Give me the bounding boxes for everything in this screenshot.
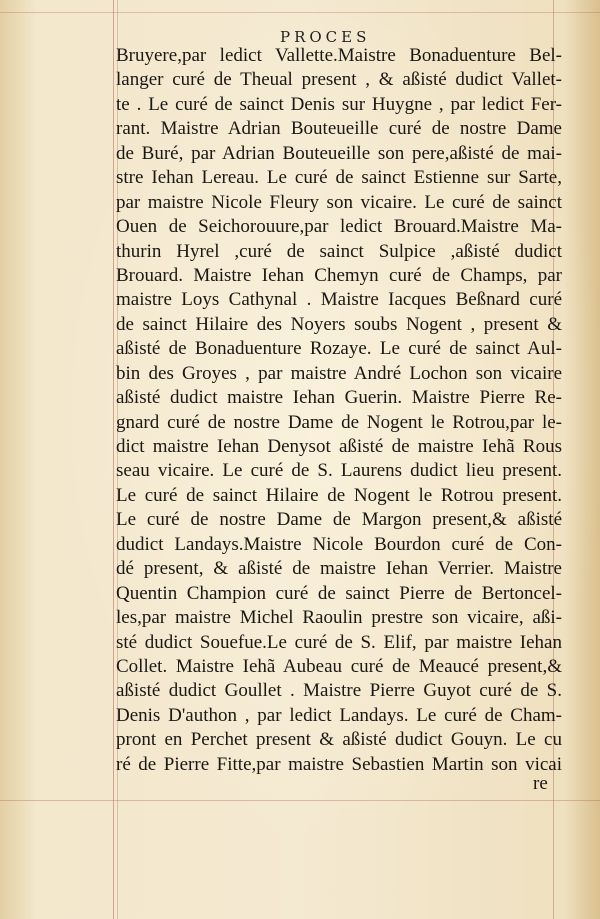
margin-rule-top — [0, 12, 600, 13]
text-line: Denis D'authon , par ledict Landays. Le curé de Cham- — [116, 704, 562, 726]
text-line: Bruyere,par ledict Vallette.Maistre Bonaduenture Bel- — [116, 45, 562, 66]
text-line: Brouard. Maistre Iehan Chemyn curé de Champs, par — [116, 264, 562, 286]
text-line: te . Le curé de sainct Denis sur Huygne , par ledict Fer- — [116, 93, 562, 115]
text-line: langer curé de Theual present , & aßisté dudict Vallet- — [116, 69, 562, 91]
text-line: de sainct Hilaire des Noyers soubs Nogent , present & — [116, 313, 562, 335]
text-line: thurin Hyrel ,curé de sainct Sulpice ,aßisté dudict — [116, 240, 562, 262]
text-line: dict maistre Iehan Denysot aßisté de maistre Iehã Rous — [116, 436, 562, 457]
text-line: pront en Perchet present & aßisté dudict Gouyn. Le cu — [116, 729, 562, 751]
text-line: Ouen de Seichorouure,par ledict Brouard.Maistre Ma- — [116, 216, 562, 238]
margin-rule-left — [113, 0, 114, 919]
text-line: Collet. Maistre Iehã Aubeau curé de Meaucé present,& — [116, 655, 562, 677]
text-line: par maistre Nicole Fleury son vicaire. Le curé de sainct — [116, 191, 562, 213]
text-line: dé present, & aßisté de maistre Iehan Verrier. Maistre — [116, 558, 562, 580]
text-line: rant. Maistre Adrian Bouteueille curé de nostre Dame — [116, 118, 562, 140]
text-line: Quentin Champion curé de sainct Pierre de Bertoncel- — [116, 582, 562, 604]
text-line: de Buré, par Adrian Bouteueille son pere,aßisté de mai- — [116, 142, 562, 164]
text-line: aßisté dudict maistre Iehan Guerin. Maistre Pierre Re- — [116, 387, 562, 409]
text-line: dudict Landays.Maistre Nicole Bourdon curé de Con- — [116, 533, 562, 555]
running-head: PROCES — [280, 28, 371, 46]
text-line: stre Iehan Lereau. Le curé de sainct Estienne sur Sarte, — [116, 167, 562, 189]
text-line: ré de Pierre Fitte,par maistre Sebastien Martin son vicai — [116, 753, 562, 775]
text-line: maistre Loys Cathynal . Maistre Iacques Beßnard curé — [116, 289, 562, 311]
text-line: sté dudict Souefue.Le curé de S. Elif, par maistre Iehan — [116, 631, 562, 653]
catchword: re — [533, 773, 548, 794]
text-line: Le curé de sainct Hilaire de Nogent le Rotrou present. — [116, 484, 562, 506]
text-line: Le curé de nostre Dame de Margon present,& aßisté — [116, 509, 562, 531]
margin-rule-bottom — [0, 800, 600, 801]
body-text — [116, 44, 562, 777]
text-line: gnard curé de nostre Dame de Nogent le Rotrou,par le- — [116, 411, 562, 433]
text-line: les,par maistre Michel Raoulin prestre son vicaire, aßi- — [116, 607, 562, 629]
text-line: seau vicaire. Le curé de S. Laurens dudict lieu present. — [116, 460, 562, 482]
text-line: bin des Groyes , par maistre André Lochon son vicaire — [116, 362, 562, 384]
text-line: aßisté de Bonaduenture Rozaye. Le curé de sainct Aul- — [116, 338, 562, 360]
text-line: aßisté dudict Goullet . Maistre Pierre Guyot curé de S. — [116, 680, 562, 702]
